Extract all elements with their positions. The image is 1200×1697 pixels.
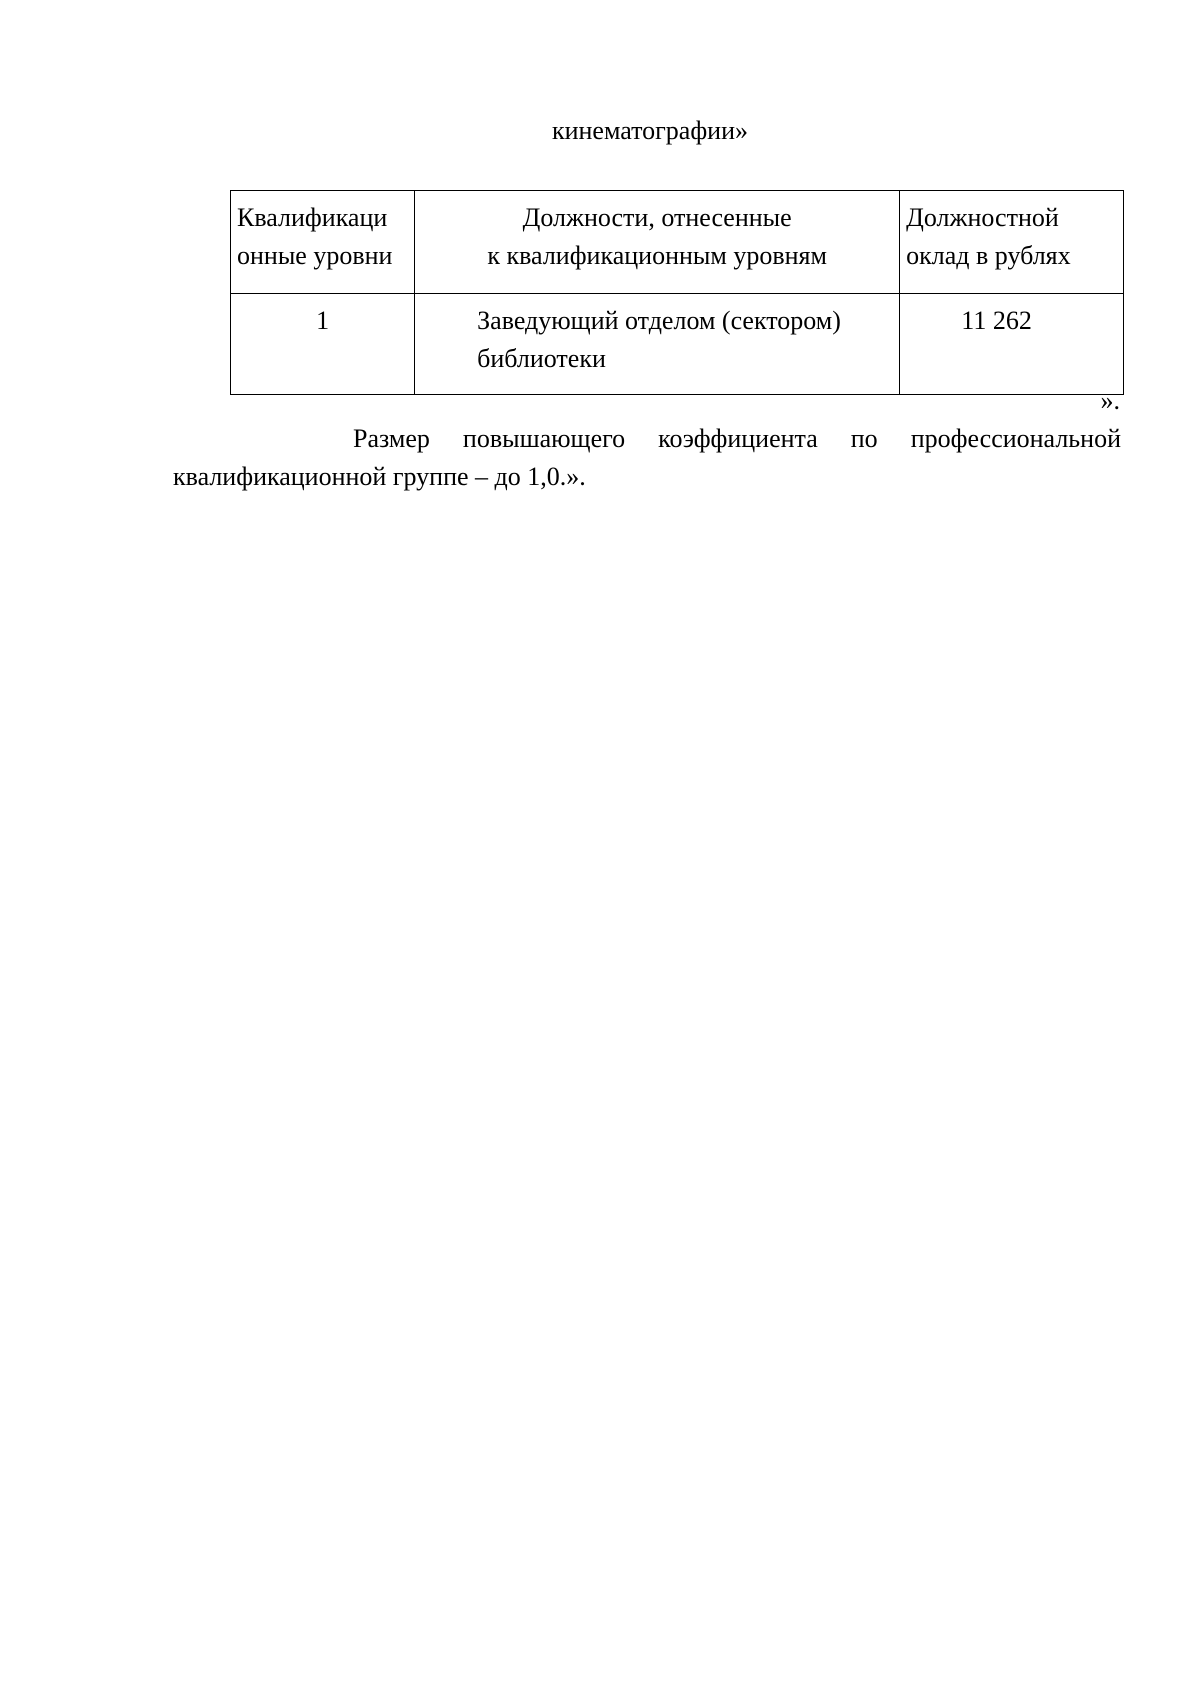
header-positions bbox=[415, 191, 900, 294]
cell-salary: 11 262 bbox=[900, 294, 1124, 395]
header-qualification-levels: Квалификаци онные уровни bbox=[231, 191, 415, 294]
table-header-row bbox=[231, 191, 1124, 294]
header-positions-line1: Должности, отнесенные bbox=[522, 203, 792, 232]
table-row bbox=[231, 294, 1124, 395]
qualification-table bbox=[230, 190, 1124, 395]
cell-level: 1 bbox=[231, 294, 415, 395]
paragraph-line-1: Размер повышающего коэффициента по профессиональной bbox=[353, 424, 1121, 453]
closing-quote: ». bbox=[1100, 386, 1120, 415]
paragraph-line-2: квалификационной группе – до 1,0.». bbox=[173, 462, 586, 491]
section-heading: кинематографии» bbox=[551, 116, 749, 145]
cell-position: Заведующий отделом (сектором) библиотеки bbox=[415, 294, 900, 395]
header-salary: Должностной оклад в рублях bbox=[900, 191, 1124, 294]
header-positions-line2: к квалификационным уровням bbox=[487, 241, 827, 270]
coefficient-paragraph bbox=[173, 420, 1121, 496]
